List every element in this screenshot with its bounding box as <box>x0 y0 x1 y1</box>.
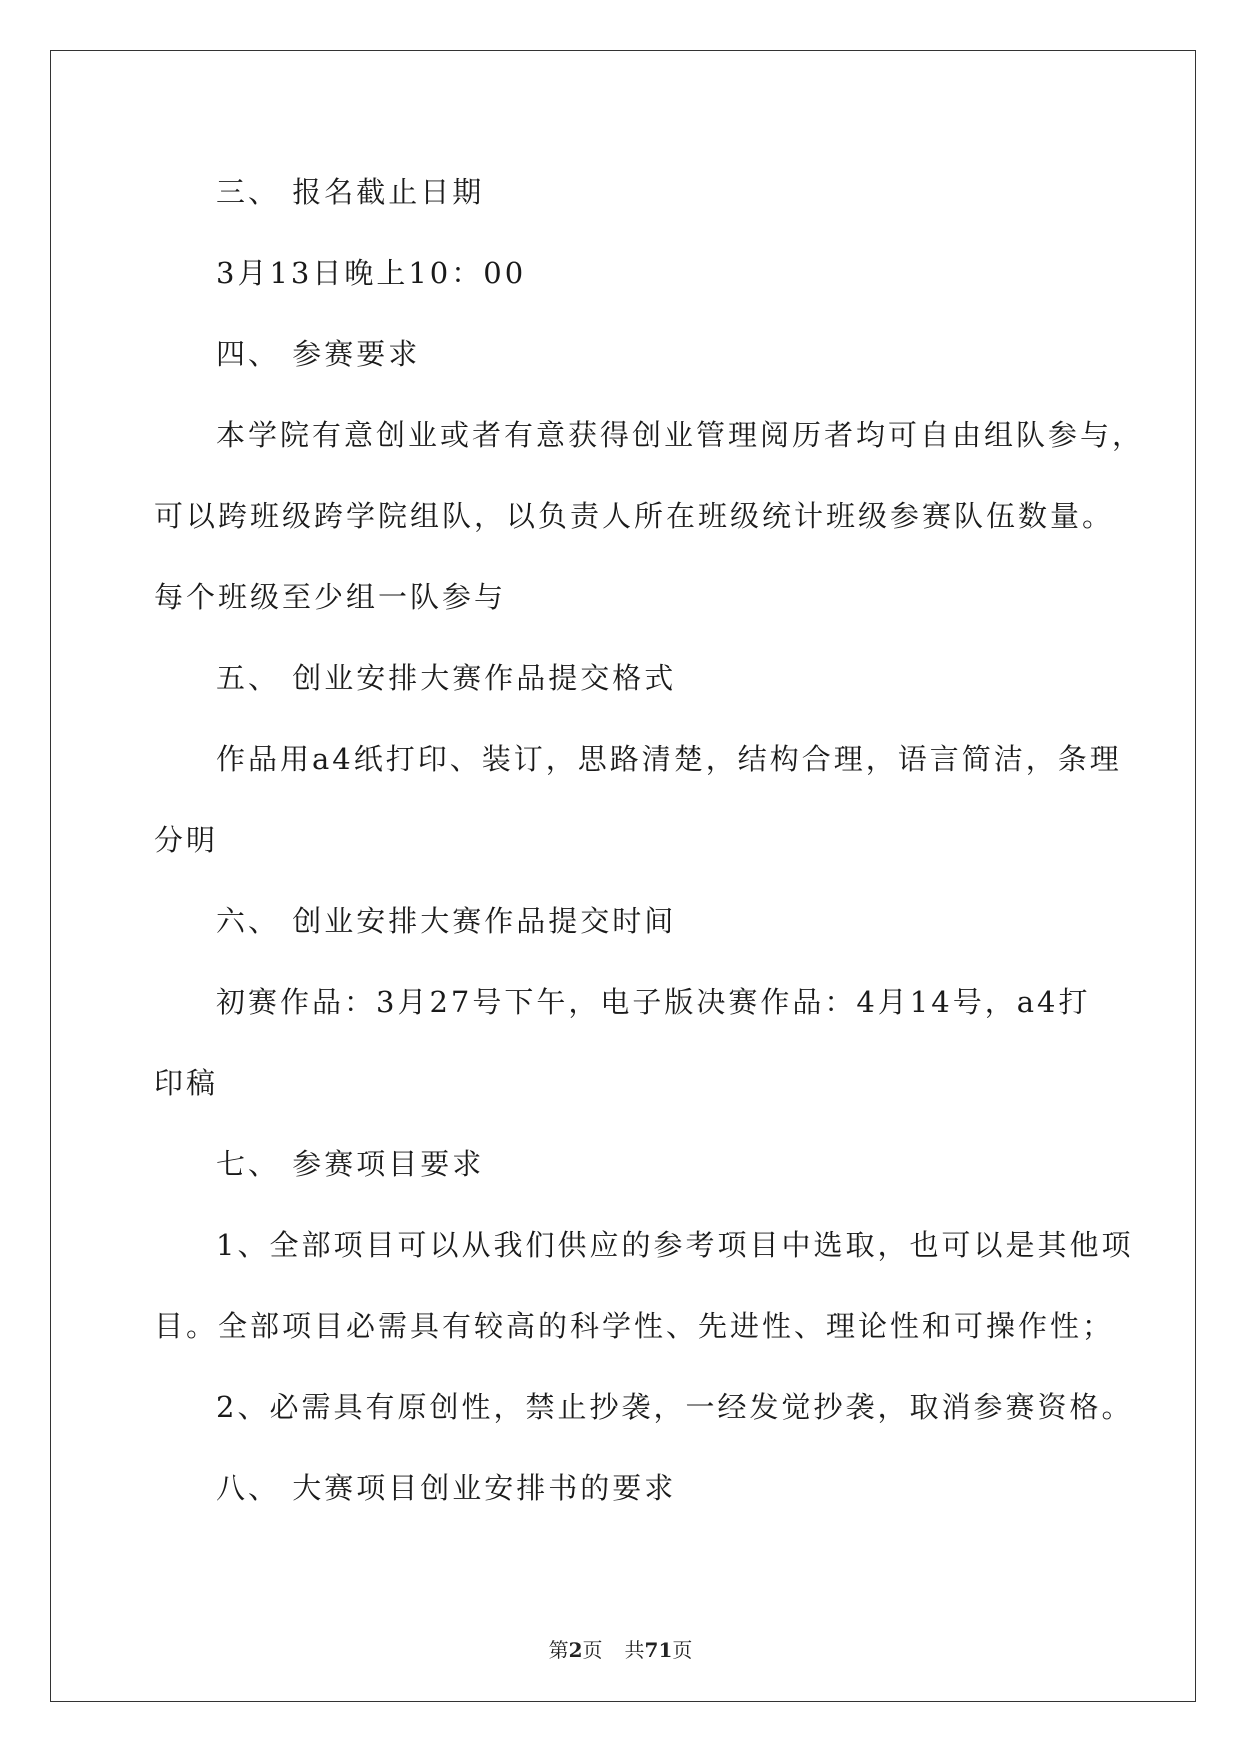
footer-prefix: 第 <box>548 1638 569 1662</box>
footer-page-unit: 页 <box>582 1638 603 1662</box>
heading-submission-time: 六、 创业安排大赛作品提交时间 <box>216 904 677 938</box>
total-page-count: 71 <box>644 1638 673 1662</box>
paragraph-line: 每个班级至少组一队参与 <box>154 580 507 614</box>
paragraph-line: 可以跨班级跨学院组队，以负责人所在班级统计班级参赛队伍数量。 <box>154 499 1115 533</box>
paragraph-line: 印稿 <box>154 1066 219 1100</box>
page-border <box>50 50 1196 1702</box>
footer-total-unit: 页 <box>672 1638 693 1662</box>
heading-project-requirements: 七、 参赛项目要求 <box>216 1147 485 1181</box>
paragraph-line: 本学院有意创业或者有意获得创业管理阅历者均可自由组队参与， <box>216 418 1145 452</box>
paragraph-line: 分明 <box>154 823 219 857</box>
paragraph-line: 作品用a4纸打印、装订，思路清楚，结构合理，语言简洁，条理 <box>216 742 1122 776</box>
heading-participation-requirements: 四、 参赛要求 <box>216 337 421 371</box>
footer-total-prefix: 共 <box>624 1638 645 1662</box>
paragraph-deadline-time: 3月13日晚上10：00 <box>216 256 527 290</box>
paragraph-line: 1、全部项目可以从我们供应的参考项目中选取，也可以是其他项 <box>216 1228 1134 1262</box>
heading-submission-format: 五、 创业安排大赛作品提交格式 <box>216 661 677 695</box>
page-number-footer <box>0 1634 1241 1663</box>
paragraph-line: 初赛作品：3月27号下午，电子版决赛作品：4月14号，a4打 <box>216 985 1091 1019</box>
paragraph-line: 目。全部项目必需具有较高的科学性、先进性、理论性和可操作性； <box>154 1309 1115 1343</box>
heading-business-plan-requirements: 八、 大赛项目创业安排书的要求 <box>216 1471 677 1505</box>
paragraph-line: 2、必需具有原创性，禁止抄袭，一经发觉抄袭，取消参赛资格。 <box>216 1390 1134 1424</box>
current-page-number: 2 <box>568 1638 583 1662</box>
heading-registration-deadline: 三、 报名截止日期 <box>216 175 485 209</box>
